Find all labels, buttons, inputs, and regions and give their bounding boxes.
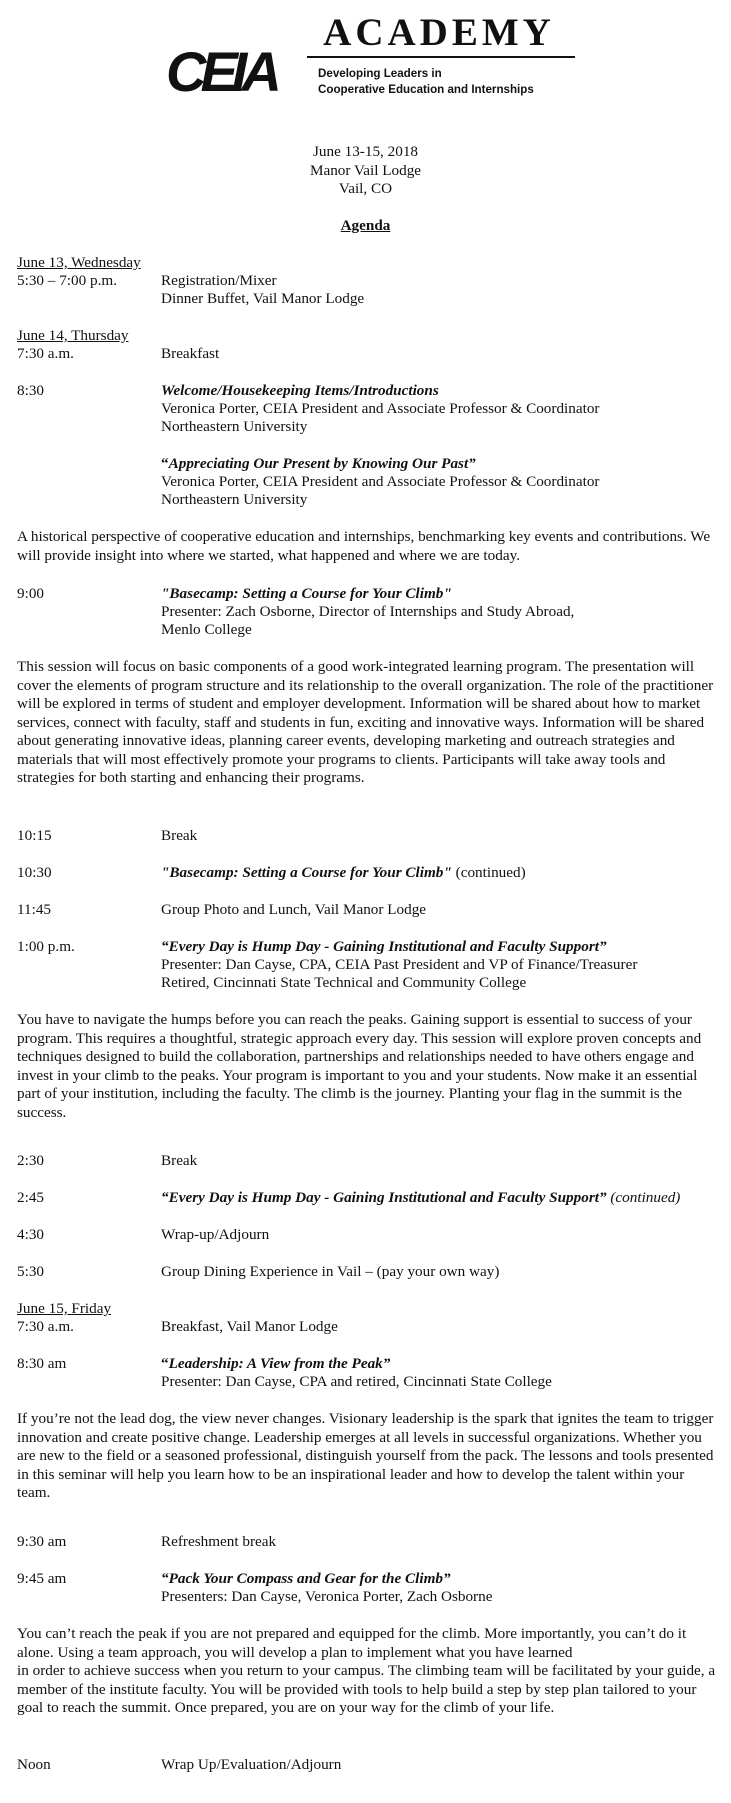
- item-time: 8:30: [17, 382, 45, 399]
- item-title: Group Dining Experience in Vail – (pay your own way): [161, 1263, 500, 1280]
- session-title: Welcome/Housekeeping Items/Introductions: [161, 382, 439, 399]
- item-time: 5:30: [17, 1263, 45, 1280]
- session-description: [17, 1625, 721, 1718]
- item-time: 9:30 am: [17, 1533, 67, 1550]
- logo-tagline-line-1: Developing Leaders in: [318, 67, 442, 80]
- item-time: 2:45: [17, 1189, 45, 1206]
- session-title-open-quote: “: [161, 455, 169, 472]
- session-presenter: Presenter: Dan Cayse, CPA, CEIA Past President and VP of Finance/Treasurer: [161, 956, 638, 973]
- item-time: 9:45 am: [17, 1570, 67, 1587]
- item-time: 11:45: [17, 901, 52, 918]
- item-title: Refreshment break: [161, 1533, 277, 1550]
- session-presenter: Veronica Porter, CEIA President and Associate Professor & Coordinator: [161, 400, 600, 417]
- event-dates: June 13-15, 2018: [312, 143, 419, 160]
- logo-rule: [307, 56, 575, 58]
- continued-note: (continued): [451, 864, 526, 881]
- item-time: 8:30 am: [17, 1355, 67, 1372]
- session-title-text: Appreciating Our Present by Knowing Our Past”: [168, 455, 476, 472]
- session-title: [161, 455, 476, 474]
- item-time: 7:30 a.m.: [17, 1318, 74, 1335]
- session-affiliation: Northeastern University: [161, 491, 308, 508]
- ceia-wordmark: CEIA: [166, 41, 276, 97]
- item-time: 4:30: [17, 1226, 45, 1243]
- item-title: Break: [161, 1152, 198, 1169]
- session-affiliation: Menlo College: [161, 621, 252, 638]
- ceia-logo-mark: [164, 41, 314, 97]
- session-title-open-quote: “: [161, 1355, 169, 1372]
- item-time: 1:00 p.m.: [17, 938, 75, 955]
- item-title: Group Photo and Lunch, Vail Manor Lodge: [161, 901, 427, 918]
- item-time: 10:15: [17, 827, 52, 844]
- session-title-text: “Every Day is Hump Day - Gaining Institutional and Faculty Support”: [161, 1189, 607, 1206]
- item-title: Registration/Mixer: [161, 272, 277, 289]
- session-presenter: Presenter: Zach Osborne, Director of Internships and Study Abroad,: [161, 603, 575, 620]
- session-title: “Pack Your Compass and Gear for the Climb”: [161, 1570, 451, 1587]
- event-location: Vail, CO: [338, 180, 393, 197]
- session-title: "Basecamp: Setting a Course for Your Climb": [161, 585, 452, 602]
- session-description: You have to navigate the humps before you can reach the peaks. Gaining support is essential to success of your program. This requires a thoughtful, strategic approach every day. This session will explore proven concepts and techniques designed to build the collaboration, partnerships and relationships needed to have others engage and invest in your climb to the peaks. Your program is important to you and your students. Now make it an essential part of your institution, including the faculty. The climb is the journey. Planting your flag in the summit is the success.: [17, 1011, 702, 1121]
- session-description: A historical perspective of cooperative education and internships, benchmarking key events and contributions. We will provide insight into where we started, what happened and where we are today.: [17, 528, 711, 564]
- item-time: 5:30 – 7:00 p.m.: [17, 272, 117, 289]
- academy-title: ACADEMY: [323, 11, 555, 54]
- session-presenter: Veronica Porter, CEIA President and Associate Professor & Coordinator: [161, 473, 600, 490]
- item-time: Noon: [17, 1756, 51, 1773]
- session-title: [161, 1355, 390, 1374]
- item-title: Breakfast, Vail Manor Lodge: [161, 1318, 338, 1335]
- session-affiliation: Northeastern University: [161, 418, 308, 435]
- item-time: 7:30 a.m.: [17, 345, 74, 362]
- session-presenter: Presenter: Dan Cayse, CPA and retired, Cincinnati State College: [161, 1373, 552, 1390]
- item-title: Wrap-up/Adjourn: [161, 1226, 270, 1243]
- item-title: Breakfast: [161, 345, 220, 362]
- item-title: Wrap Up/Evaluation/Adjourn: [161, 1756, 342, 1773]
- ceia-academy-logo: [164, 8, 584, 104]
- session-title: [161, 864, 526, 883]
- item-detail: Dinner Buffet, Vail Manor Lodge: [161, 290, 365, 307]
- event-venue: Manor Vail Lodge: [309, 161, 422, 179]
- session-description: This session will focus on basic components of a good work-integrated learning program. The presentation will cover the elements of program structure and its relationship to the overall organization. The role of the practitioner will be explored in terms of student and employer development. Information will be shared about how to market services, connect with faculty, staff and students in fun, exciting and innovative ways. Information will be shared about generating innovative ideas, planning career events, developing marketing and outreach strategies and materials that will most effectively promote your programs to clients. Participants will take away tools and strategies for both starting and enhancing their programs.: [17, 658, 714, 786]
- continued-note: (continued): [606, 1189, 681, 1206]
- day-label-june-14: June 14, Thursday: [17, 327, 129, 344]
- day-label-june-15: June 15, Friday: [17, 1300, 112, 1317]
- event-header: [0, 143, 731, 199]
- logo-tagline-line-2: Cooperative Education and Internships: [318, 83, 534, 96]
- session-title: [161, 1189, 680, 1208]
- session-title-text: Leadership: A View from the Peak”: [168, 1355, 391, 1372]
- session-presenter: Presenters: Dan Cayse, Veronica Porter, Zach Osborne: [161, 1588, 493, 1605]
- item-time: 9:00: [17, 585, 45, 602]
- session-affiliation: Retired, Cincinnati State Technical and Community College: [161, 974, 527, 991]
- session-title-text: "Basecamp: Setting a Course for Your Climb": [161, 864, 452, 881]
- session-description: If you’re not the lead dog, the view never changes. Visionary leadership is the spark that ignites the team to trigger innovation and create positive change. Leadership emerges at all levels in successful organizations. Whether you are new to the field or a seasoned professional, distinguish yourself from the pack. The lessons and tools presented in this seminar will help you learn how to be an inspirational leader and how to develop the talent within your team.: [17, 1410, 714, 1501]
- description-part-2: in order to achieve success when you return to your campus. The climbing team will be facilitated by your guide, a member of the institute faculty. You will be provided with tools to help build a step by step plan tailored to your goal to reach the summit. Once prepared, you are on your way for the climb of your life.: [17, 1662, 716, 1716]
- logo-tagline: [318, 66, 534, 98]
- item-time: 10:30: [17, 864, 52, 881]
- item-title: Break: [161, 827, 198, 844]
- item-time: 2:30: [17, 1152, 45, 1169]
- day-label-june-13: June 13, Wednesday: [17, 254, 141, 271]
- session-title: “Every Day is Hump Day - Gaining Institutional and Faculty Support”: [161, 938, 607, 955]
- description-part-1: You can’t reach the peak if you are not prepared and equipped for the climb. More importantly, you can’t do it alone. Using a team approach, you will develop a plan to implement what you have learned: [17, 1625, 687, 1661]
- agenda-heading: Agenda: [340, 217, 391, 234]
